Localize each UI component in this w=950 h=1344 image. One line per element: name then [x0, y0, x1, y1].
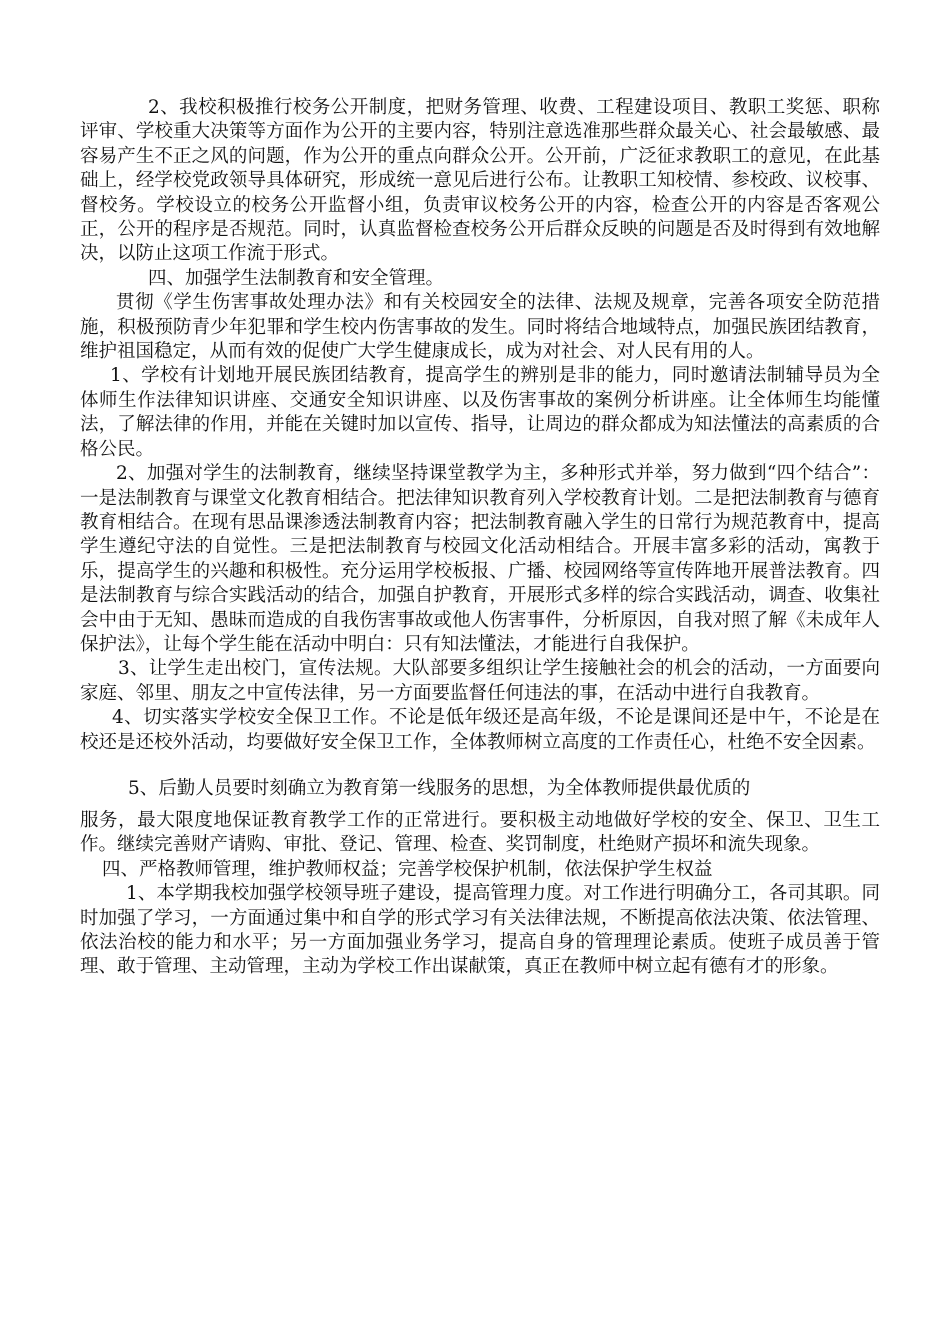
paragraph-school-affairs-disclosure: 2、我校积极推行校务公开制度，把财务管理、收费、工程建设项目、教职工奖惩、职称评审、学校重大决策等方面作为公开的主要内容，特别注意选准那些群众最关心、社会最敏感、最容易产生不正之风的问题，作为公开的重点向群众公开。公开前，广泛征求教职工的意见，在此基础上，经学校党政领导具体研究，形成统一意见后进行公布。让教职工知校情、参校政、议校事、督校务。学校设立的校务公开监督小组，负责审议校务公开的内容，检查公开的内容是否客观公正，公开的程序是否规范。同时，认真监督检查校务公开后群众反映的问题是否及时得到有效地解决，以防止这项工作流于形式。 [80, 97, 880, 265]
paragraph-logistics-first-line: 5、后勤人员要时刻确立为教育第一线服务的思想，为全体教师提供最优质的 [128, 777, 751, 799]
section-heading-teacher-management: 四、严格教师管理，维护教师权益；完善学校保护机制，依法保护学生权益 [102, 858, 713, 880]
document-page [80, 96, 880, 980]
paragraph-four-combinations: 2、加强对学生的法制教育，继续坚持课堂教学为主，多种形式并举，努力做到“四个结合”：一是法制教育与课堂文化教育相结合。把法律知识教育列入学校教育计划。二是把法制教育与德育教育相结合。在现有思品课渗透法制教育内容；把法制教育融入学生的日常行为规范教育中，提高学生遵纪守法的自觉性。三是把法制教育与校园文化活动相结合。开展丰富多彩的活动，寓教于乐，提高学生的兴趣和积极性。充分运用学校板报、广播、校园网络等宣传阵地开展普法教育。四是法制教育与综合实践活动的结合，加强自护教育，开展形式多样的综合实践活动，调查、收集社会中由于无知、愚昧而造成的自我伤害事故或他人伤害事件，分析原因，自我对照了解《未成年人保护法》，让每个学生能在活动中明白：只有知法懂法，才能进行自我保护。 [80, 463, 880, 655]
paragraph-logistics-continued: 服务，最大限度地保证教育教学工作的正常进行。要积极主动地做好学校的安全、保卫、卫生工作。继续完善财产请购、审批、登记、管理、检查、奖罚制度，杜绝财产损坏和流失现象。 [80, 809, 880, 856]
paragraph-safety-security: 4、切实落实学校安全保卫工作。不论是低年级还是高年级，不论是课间还是中午，不论是在校还是还校外活动，均要做好安全保卫工作，全体教师树立高度的工作责任心，杜绝不安全因素。 [80, 707, 880, 753]
paragraph-ethnic-unity-education: 1、学校有计划地开展民族团结教育，提高学生的辨别是非的能力，同时邀请法制辅导员为全体师生作法律知识讲座、交通安全知识讲座、以及伤害事故的案例分析讲座。让全体师生均能懂法，了解法律的作用，并能在关键时加以宣传、指导，让周边的群众都成为知法懂法的高素质的合格公民。 [80, 365, 880, 460]
paragraph-implementation-overview: 贯彻《学生伤害事故处理办法》和有关校园安全的法律、法规及规章，完善各项安全防范措施，积极预防青少年犯罪和学生校内伤害事故的发生。同时将结合地域特点，加强民族团结教育，维护祖国稳定，从而有效的促使广大学生健康成长，成为对社会、对人民有用的人。 [80, 292, 880, 363]
paragraph-leadership-building: 1、本学期我校加强学校领导班子建设，提高管理力度。对工作进行明确分工，各司其职。同时加强了学习，一方面通过集中和自学的形式学习有关法律法规，不断提高依法决策、依法管理、依法治校的能力和水平；另一方面加强业务学习，提高自身的管理理论素质。使班子成员善于管理、敢于管理、主动管理，主动为学校工作出谋献策，真正在教师中树立起有德有才的形象。 [80, 883, 880, 978]
section-heading-legal-education: 四、加强学生法制教育和安全管理。 [148, 267, 445, 289]
paragraph-publicize-regulations: 3、让学生走出校门，宣传法规。大队部要多组织让学生接触社会的机会的活动，一方面要向家庭、邻里、朋友之中宣传法律，另一方面要监督任何违法的事，在活动中进行自我教育。 [80, 658, 880, 704]
